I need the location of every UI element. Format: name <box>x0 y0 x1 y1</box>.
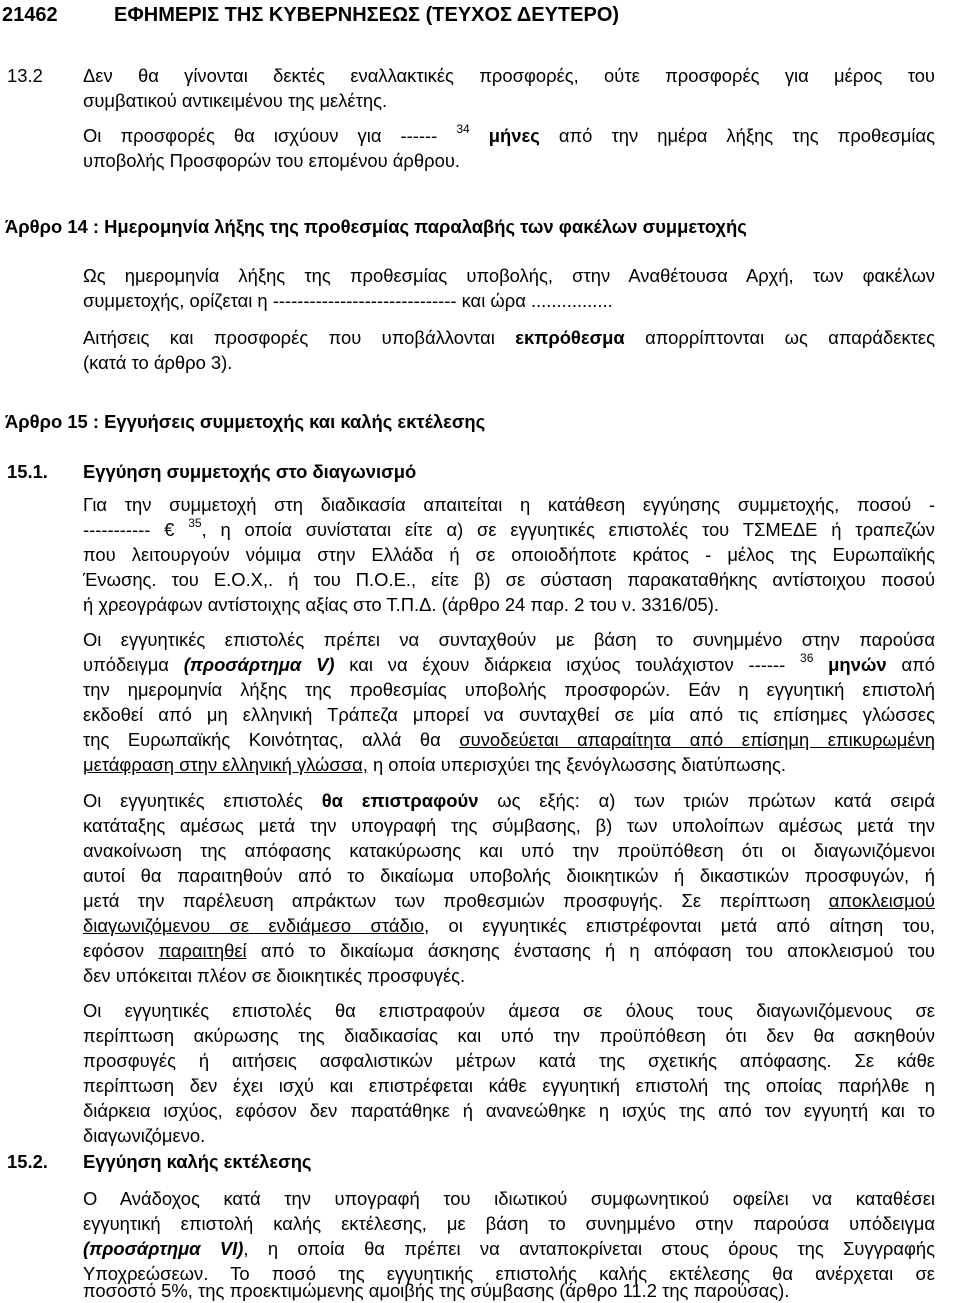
paragraph-line: (κατά το άρθρο 3). <box>83 352 233 373</box>
paragraph-line: συμβατικού αντικειμένου της μελέτης. <box>83 90 388 111</box>
paragraph-line: που λειτουργούν νόμιμα στην Ελλάδα ή σε οποιοδήποτε κράτος - μέλος της Ευρωπαϊκής <box>83 544 935 565</box>
paragraph-line: προσφυγές ή αιτήσεις ασφαλιστικών μέτρων κατά της σχετικής απόφασης. Σε κάθε <box>83 1050 935 1071</box>
paragraph-line: περίπτωση δεν έχει ισχύ και επιστρέφεται κάθε εγγυητική επιστολή της οποίας παρήλθε η <box>83 1075 935 1096</box>
paragraph-line: Ως ημερομηνία λήξης της προθεσμίας υποβολής, στην Αναθέτουσα Αρχή, των φακέλων <box>83 265 935 286</box>
paragraph-line: εγγυητική επιστολή καλής εκτέλεσης, με βάση το συνημμένο στην παρούσα υπόδειγμα <box>83 1213 935 1234</box>
paragraph-line: υπόδειγμα (προσάρτημα V) και να έχουν διάρκεια ισχύος τουλάχιστον ------ $^{36}$ μηνών από <box>83 651 935 675</box>
paragraph-line: Οι εγγυητικές επιστολές θα επιστραφούν ως εξής: α) των τριών πρώτων κατά σειρά <box>83 790 935 811</box>
footnote-ref: 35 <box>188 516 202 530</box>
page-number: 21462 <box>2 4 58 26</box>
article-heading: Άρθρο 14 : Ημερομηνία λήξης της προθεσμίας παραλαβής των φακέλων συμμετοχής <box>5 216 747 237</box>
section-number: 13.2 <box>7 65 43 86</box>
paragraph-line: την ημερομηνία λήξης της προθεσμίας υποβολής προσφορών. Εάν η εγγυητική επιστολή <box>83 679 935 700</box>
article-heading: Άρθρο 15 : Εγγυήσεις συμμετοχής και καλής εκτέλεσης <box>5 411 486 432</box>
paragraph-line: Οι εγγυητικές επιστολές θα επιστραφούν άμεσα σε όλους τους διαγωνιζόμενους σε <box>83 1000 935 1021</box>
paragraph-line: Οι εγγυητικές επιστολές πρέπει να συνταχθούν με βάση το συνημμένο στην παρούσα <box>83 629 935 650</box>
paragraph-line: μετάφραση στην ελληνική γλώσσα, η οποία υπερισχύει της ξενόγλωσσης διατύπωσης. <box>83 754 786 775</box>
paragraph-line: διαγωνιζόμενο. <box>83 1125 206 1146</box>
paragraph-line: εκδοθεί από μη ελληνική Τράπεζα μπορεί να συνταχθεί σε μία από τις επίσημες γλώσσες <box>83 704 935 725</box>
paragraph-line: ή χρεογράφων αντίστοιχης αξίας στο Τ.Π.Δ. (άρθρο 24 παρ. 2 του ν. 3316/05). <box>83 594 720 615</box>
paragraph-line: της Ευρωπαϊκής Κοινότητας, αλλά θα συνοδεύεται απαραίτητα από επίσημη επικυρωμένη <box>83 729 935 750</box>
section-number: 15.2. <box>7 1151 48 1172</box>
paragraph-line: περίπτωση ακύρωσης της διαδικασίας και υπό την προϋπόθεση ότι δεν θα ασκηθούν <box>83 1025 935 1046</box>
paragraph-line: υποβολής Προσφορών του επομένου άρθρου. <box>83 150 460 171</box>
section-title: Εγγύηση συμμετοχής στο διαγωνισμό <box>83 461 417 482</box>
paragraph-line: Υποχρεώσεων. Το ποσό της εγγυητικής επιστολής καλής εκτέλεσης θα ανέρχεται σε <box>83 1263 935 1284</box>
section-number: 15.1. <box>7 461 48 482</box>
paragraph-line: Οι προσφορές θα ισχύουν για ------ $^{34}$ μήνες από την ημέρα λήξης της προθεσμίας <box>83 122 935 146</box>
paragraph-line: Αιτήσεις και προσφορές που υποβάλλονται εκπρόθεσμα απορρίπτονται ως απαράδεκτες <box>83 327 935 348</box>
paragraph-line: (προσάρτημα VI), η οποία θα πρέπει να ανταποκρίνεται στους όρους της Συγγραφής <box>83 1238 935 1259</box>
paragraph-line: Για την συμμετοχή στη διαδικασία απαιτείται η κατάθεση εγγύησης συμμετοχής, ποσού - <box>83 494 935 515</box>
footnote-ref: 34 <box>456 122 470 136</box>
paragraph-line: ανακοίνωση της απόφασης κατακύρωσης και υπό την προϋπόθεση ότι οι διαγωνιζόμενοι <box>83 840 935 861</box>
paragraph-line: διαγωνιζόμενου σε ενδιάμεσο στάδιο, οι εγγυητικές επιστρέφονται μετά από αίτηση του, <box>83 915 935 936</box>
paragraph-line: συμμετοχής, ορίζεται η ------------------------------ και ώρα ................ <box>83 290 613 311</box>
paragraph-line: κατάταξης αμέσως μετά την υπογραφή της σύμβασης, β) των υπολοίπων αμέσως μετά την <box>83 815 935 836</box>
paragraph-line: διάρκεια ισχύος, εφόσον δεν παρατάθηκε ή ανανεώθηκε η ισχύς της από τον εγγυητή και το <box>83 1100 935 1121</box>
paragraph-line: αυτοί θα παραιτηθούν από το δικαίωμα υποβολής διοικητικών ή δικαστικών προσφυγών, ή <box>83 865 935 886</box>
paragraph-line: ----------- € $^{35}$, η οποία συνίσταται είτε α) σε εγγυητικές επιστολές του ΤΣΜΕΔΕ ή τραπεζών <box>83 516 935 540</box>
paragraph-line: Ο Ανάδοχος κατά την υπογραφή του ιδιωτικού συμφωνητικού οφείλει να καταθέσει <box>83 1188 935 1209</box>
paragraph-line: εφόσον παραιτηθεί από το δικαίωμα άσκησης ένστασης ή η απόφαση του αποκλεισμού του <box>83 940 935 961</box>
paragraph-line: δεν υπόκειται πλέον σε διοικητικές προσφυγές. <box>83 965 466 986</box>
section-title: Εγγύηση καλής εκτέλεσης <box>83 1151 312 1172</box>
footnote-ref: 36 <box>800 651 814 665</box>
paragraph-line: Δεν θα γίνονται δεκτές εναλλακτικές προσφορές, ούτε προσφορές για μέρος του <box>83 65 935 86</box>
gazette-title: ΕΦΗΜΕΡΙΣ ΤΗΣ ΚΥΒΕΡΝΗΣΕΩΣ (ΤΕΥΧΟΣ ΔΕΥΤΕΡΟ) <box>114 4 620 26</box>
paragraph-line: μετά την παρέλευση απράκτων των προθεσμιών προσφυγής. Σε περίπτωση αποκλεισμού <box>83 890 935 911</box>
paragraph-line: ποσοστό 5%, της προεκτιμώμενης αμοιβής της σύμβασης (άρθρο 11.2 της παρούσας). <box>83 1280 790 1301</box>
paragraph-line: Ένωσης. του Ε.Ο.Χ,. ή του Π.Ο.Ε., είτε β) σε σύσταση παρακαταθήκης αντίστοιχου ποσού <box>83 569 935 590</box>
